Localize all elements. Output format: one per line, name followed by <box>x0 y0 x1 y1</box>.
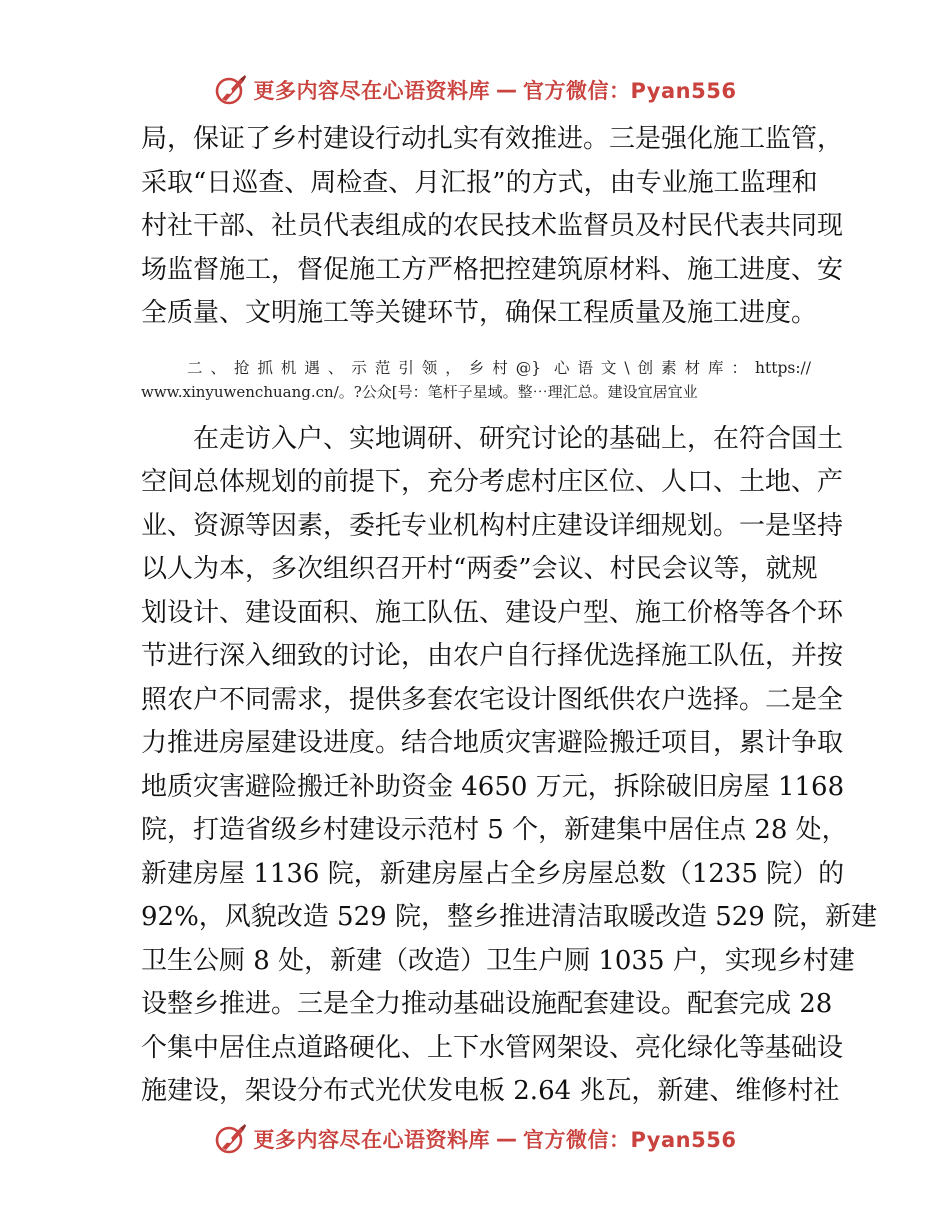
paragraph-line: 92%，风貌改造 529 院，整乡推进清洁取暖改造 529 院，新建 <box>141 902 878 932</box>
paragraph-line: 村社干部、社员代表组成的农民技术监督员及村民代表共同现 <box>141 211 844 241</box>
paragraph-line: 划设计、建设面积、施工队伍、建设户型、施工价格等各个环 <box>141 597 844 628</box>
paragraph-line: 施建设，架设分布式光伏发电板 2.64 兆瓦，新建、维修村社 <box>141 1076 840 1106</box>
paragraph-line: 新建房屋 1136 院，新建房屋占全乡房屋总数（1235 院）的 <box>141 858 845 889</box>
section-heading-line-2: www.xinyuwenchuang.cn/。?公众[号：笔杆子星域。整⋯理汇总。建设宜居宜业 <box>141 382 698 401</box>
paragraph-line: 全质量、文明施工等关键环节，确保工程质量及施工进度。 <box>141 298 818 328</box>
paragraph-line: 场监督施工，督促施工方严格把控建筑原材料、施工进度、安 <box>141 254 844 285</box>
paragraph-line: 空间总体规划的前提下，充分考虑村庄区位、人口、土地、产 <box>141 467 844 497</box>
quill-logo-icon <box>214 73 248 107</box>
watermark-main-text: 更多内容尽在心语资料库 <box>253 79 491 103</box>
section-heading <box>141 356 811 404</box>
watermark-main-text: 更多内容尽在心语资料库 <box>253 1128 491 1152</box>
watermark-separator: — <box>496 78 518 102</box>
paragraph-2 <box>141 418 878 1114</box>
document-body <box>141 118 878 1114</box>
watermark-suffix-text: 官方微信：Pyan556 <box>523 79 737 103</box>
paragraph-line: 局，保证了乡村建设行动扎实有效推进。三是强化施工监管， <box>141 124 844 154</box>
watermark-suffix-text: 官方微信：Pyan556 <box>523 1128 737 1152</box>
paragraph-line: 设整乡推进。三是全力推动基础设施配套建设。配套完成 28 <box>141 989 833 1019</box>
paragraph-line: 院，打造省级乡村建设示范村 5 个，新建集中居住点 28 处， <box>141 815 848 845</box>
paragraph-line: 地质灾害避险搬迁补助资金 4650 万元，拆除破旧房屋 1168 <box>141 771 845 802</box>
paragraph-line: 卫生公厕 8 处，新建（改造）卫生户厕 1035 户，实现乡村建 <box>141 945 855 976</box>
footer-watermark <box>0 1119 950 1159</box>
paragraph-line: 采取“日巡查、周检查、月汇报”的方式，由专业施工监理和 <box>141 167 818 198</box>
paragraph-line: 照农户不同需求，提供多套农宅设计图纸供农户选择。二是全 <box>141 684 844 715</box>
section-heading-line-1: 二、抢抓机遇、示范引领，乡村@} 心语文\创素材库：https:// <box>187 358 811 377</box>
watermark-separator: — <box>496 1127 518 1151</box>
paragraph-line: 业、资源等因素，委托专业机构村庄建设详细规划。一是坚持 <box>141 510 844 541</box>
header-watermark <box>0 70 950 110</box>
paragraph-line: 节进行深入细致的讨论，由农户自行择优选择施工队伍，并按 <box>141 641 844 671</box>
paragraph-line: 力推进房屋建设进度。结合地质灾害避险搬迁项目，累计争取 <box>141 728 844 758</box>
quill-logo-icon <box>214 1122 248 1156</box>
paragraph-1 <box>141 118 844 336</box>
paragraph-line: 个集中居住点道路硬化、上下水管网架设、亮化绿化等基础设 <box>141 1032 844 1063</box>
paragraph-line: 在走访入户、实地调研、研究讨论的基础上，在符合国土 <box>193 423 844 454</box>
paragraph-line: 以人为本，多次组织召开村“两委”会议、村民会议等，就规 <box>141 554 818 584</box>
